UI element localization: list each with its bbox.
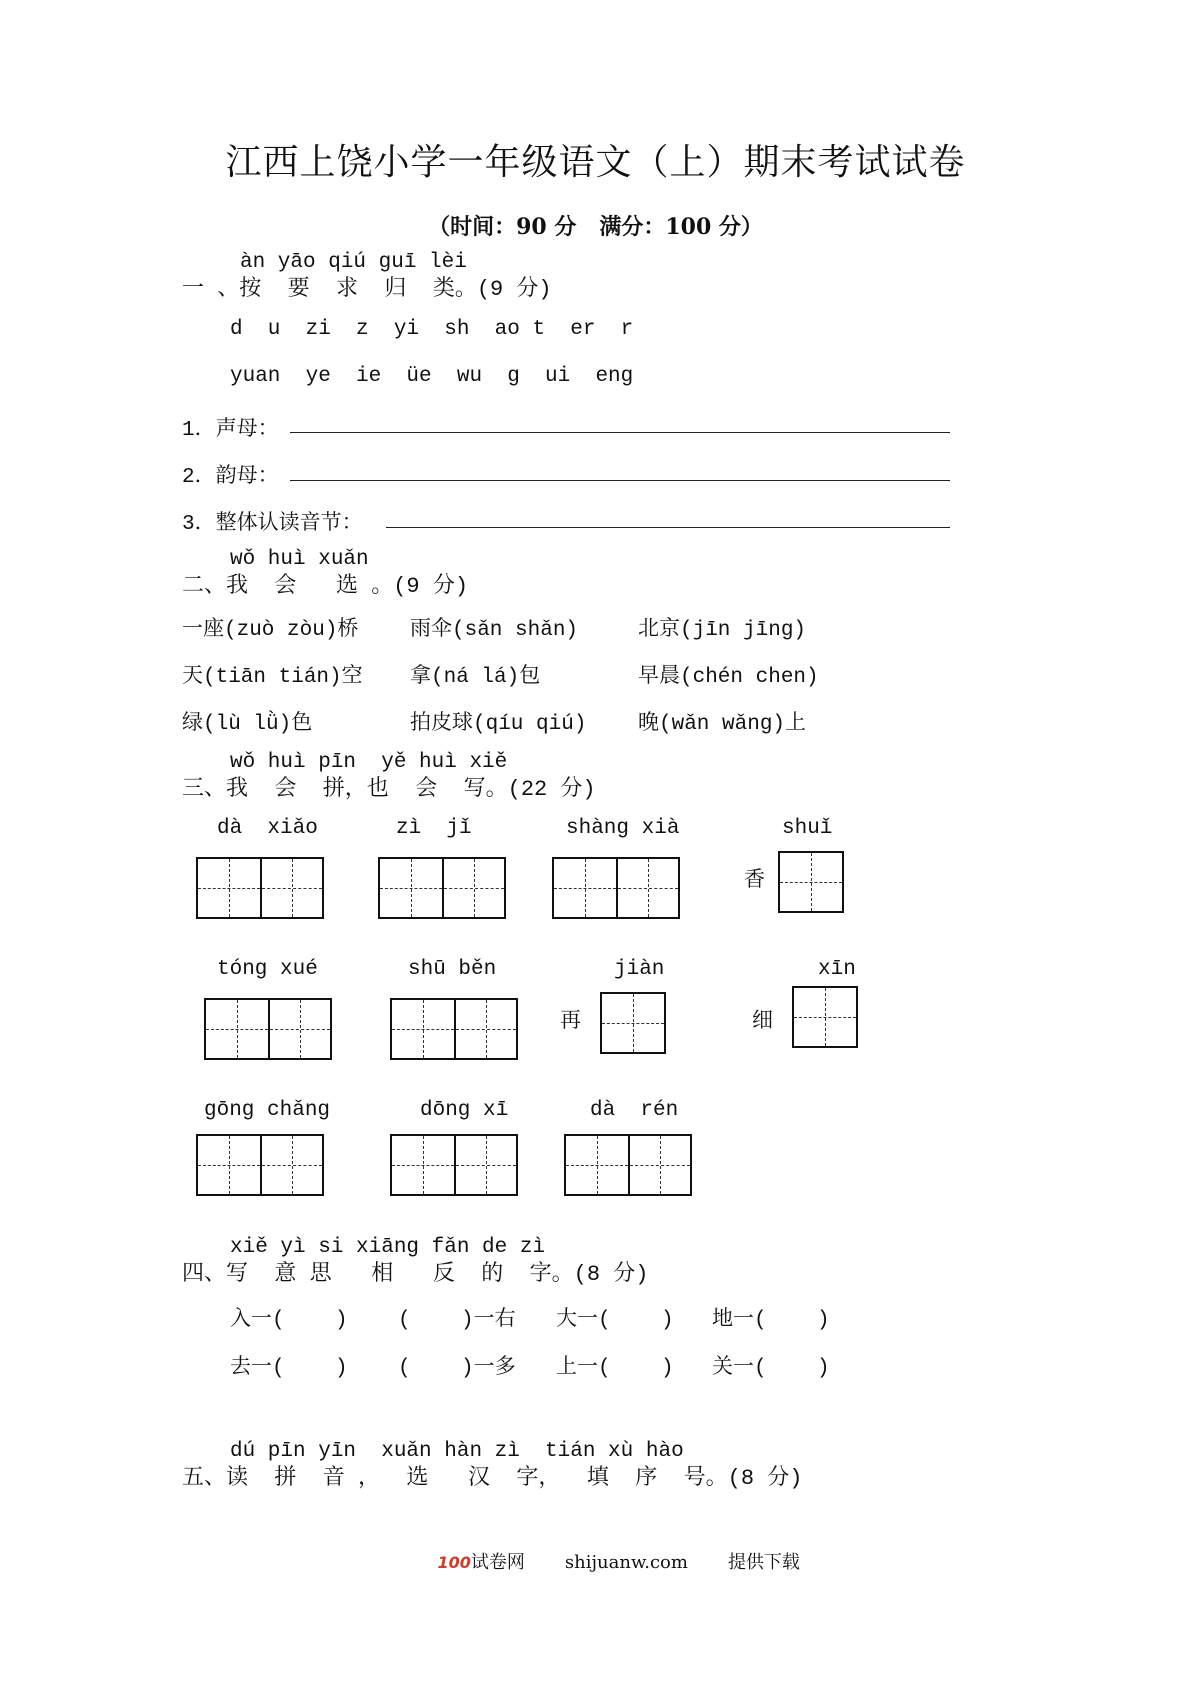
page-footer: [426, 1527, 800, 1574]
writing-grid[interactable]: [390, 1134, 518, 1196]
section1-heading: 一 、按 要 求 归 类。(9 分): [182, 277, 552, 302]
section1-row2: yuan ye ie üe wu g ui eng: [230, 365, 634, 388]
choice-item: 一座(zuò zòu)桥: [182, 619, 359, 642]
antonym-item: 上一( ): [556, 1357, 674, 1380]
word-pinyin: gōng chǎng: [204, 1099, 331, 1122]
antonym-item: 地一( ): [712, 1309, 830, 1332]
word-pinyin: xīn: [818, 958, 856, 981]
word-pinyin: zì jǐ: [396, 817, 472, 840]
section4-pinyin: xiě yì si xiāng fǎn de zì: [230, 1236, 546, 1259]
word-pinyin: shū běn: [408, 958, 497, 981]
word-pinyin: shàng xià: [566, 817, 680, 840]
prefix-character: 再: [560, 1011, 581, 1034]
prefix-character: 细: [752, 1011, 773, 1034]
site-name: 试卷网: [470, 1552, 525, 1573]
writing-grid[interactable]: [564, 1134, 692, 1196]
section3-heading: 三、我 会 拼，也 会 写。(22 分): [182, 777, 596, 802]
section2-heading: 二、我 会 选 。(9 分): [182, 574, 469, 599]
antonym-item: 入一( ): [230, 1309, 348, 1332]
section4-heading: 四、写 意 思 相 反 的 字。(8 分): [182, 1262, 649, 1287]
choice-item: 拿(ná lá)包: [410, 666, 541, 689]
word-pinyin: jiàn: [614, 958, 665, 981]
writing-grid[interactable]: [552, 857, 680, 919]
writing-grid[interactable]: [196, 857, 324, 919]
section2-pinyin: wǒ huì xuǎn: [230, 548, 369, 571]
choice-item: 拍皮球(qíu qiú): [410, 713, 587, 736]
section3-pinyin: wǒ huì pīn yě huì xiě: [230, 751, 508, 774]
word-pinyin: dà rén: [590, 1099, 679, 1122]
answer-line-2[interactable]: [290, 480, 950, 481]
writing-grid[interactable]: [390, 998, 518, 1060]
antonym-item: ( )一多: [398, 1357, 516, 1380]
exam-info: （时间：90 分 满分：100 分）: [428, 214, 763, 240]
writing-grid[interactable]: [600, 992, 666, 1054]
section1-row1: d u zi z yi sh ao t er r: [230, 318, 634, 341]
antonym-item: 去一( ): [230, 1357, 348, 1380]
page-title: 江西上饶小学一年级语文（上）期末考试试卷: [225, 142, 966, 183]
choice-item: 晚(wǎn wǎng)上: [638, 713, 807, 736]
choice-item: 雨伞(sǎn shǎn): [410, 619, 579, 642]
writing-grid[interactable]: [204, 998, 332, 1060]
site-url[interactable]: shijuanw.com: [564, 1552, 688, 1573]
word-pinyin: tóng xué: [217, 958, 318, 981]
word-pinyin: shuǐ: [782, 817, 833, 840]
writing-grid[interactable]: [778, 851, 844, 913]
writing-grid[interactable]: [378, 857, 506, 919]
choice-item: 绿(lù lǜ)色: [182, 713, 313, 736]
question-1-label: 1．声母：: [182, 419, 279, 442]
section5-heading: 五、读 拼 音 ， 选 汉 字， 填 序 号。(8 分): [182, 1466, 803, 1491]
answer-line-3[interactable]: [386, 527, 950, 528]
choice-item: 天(tiān tián)空: [182, 666, 363, 689]
choice-item: 早晨(chén chen): [638, 666, 819, 689]
antonym-item: ( )一右: [398, 1309, 516, 1332]
site-logo-icon: 100: [437, 1553, 471, 1572]
word-pinyin: dōng xī: [420, 1099, 509, 1122]
choice-item: 北京(jīn jīng): [638, 619, 807, 642]
prefix-character: 香: [744, 870, 765, 893]
question-2-label: 2．韵母：: [182, 466, 279, 489]
answer-line-1[interactable]: [290, 432, 950, 433]
writing-grid[interactable]: [196, 1134, 324, 1196]
section5-pinyin: dú pīn yīn xuǎn hàn zì tián xù hào: [230, 1440, 684, 1463]
writing-grid[interactable]: [792, 986, 858, 1048]
question-3-label: 3．整体认读音节：: [182, 513, 363, 536]
antonym-item: 关一( ): [712, 1357, 830, 1380]
download-note: 提供下载: [727, 1552, 800, 1573]
section1-pinyin: àn yāo qiú guī lèi: [240, 251, 467, 274]
antonym-item: 大一( ): [556, 1309, 674, 1332]
word-pinyin: dà xiǎo: [217, 817, 318, 840]
